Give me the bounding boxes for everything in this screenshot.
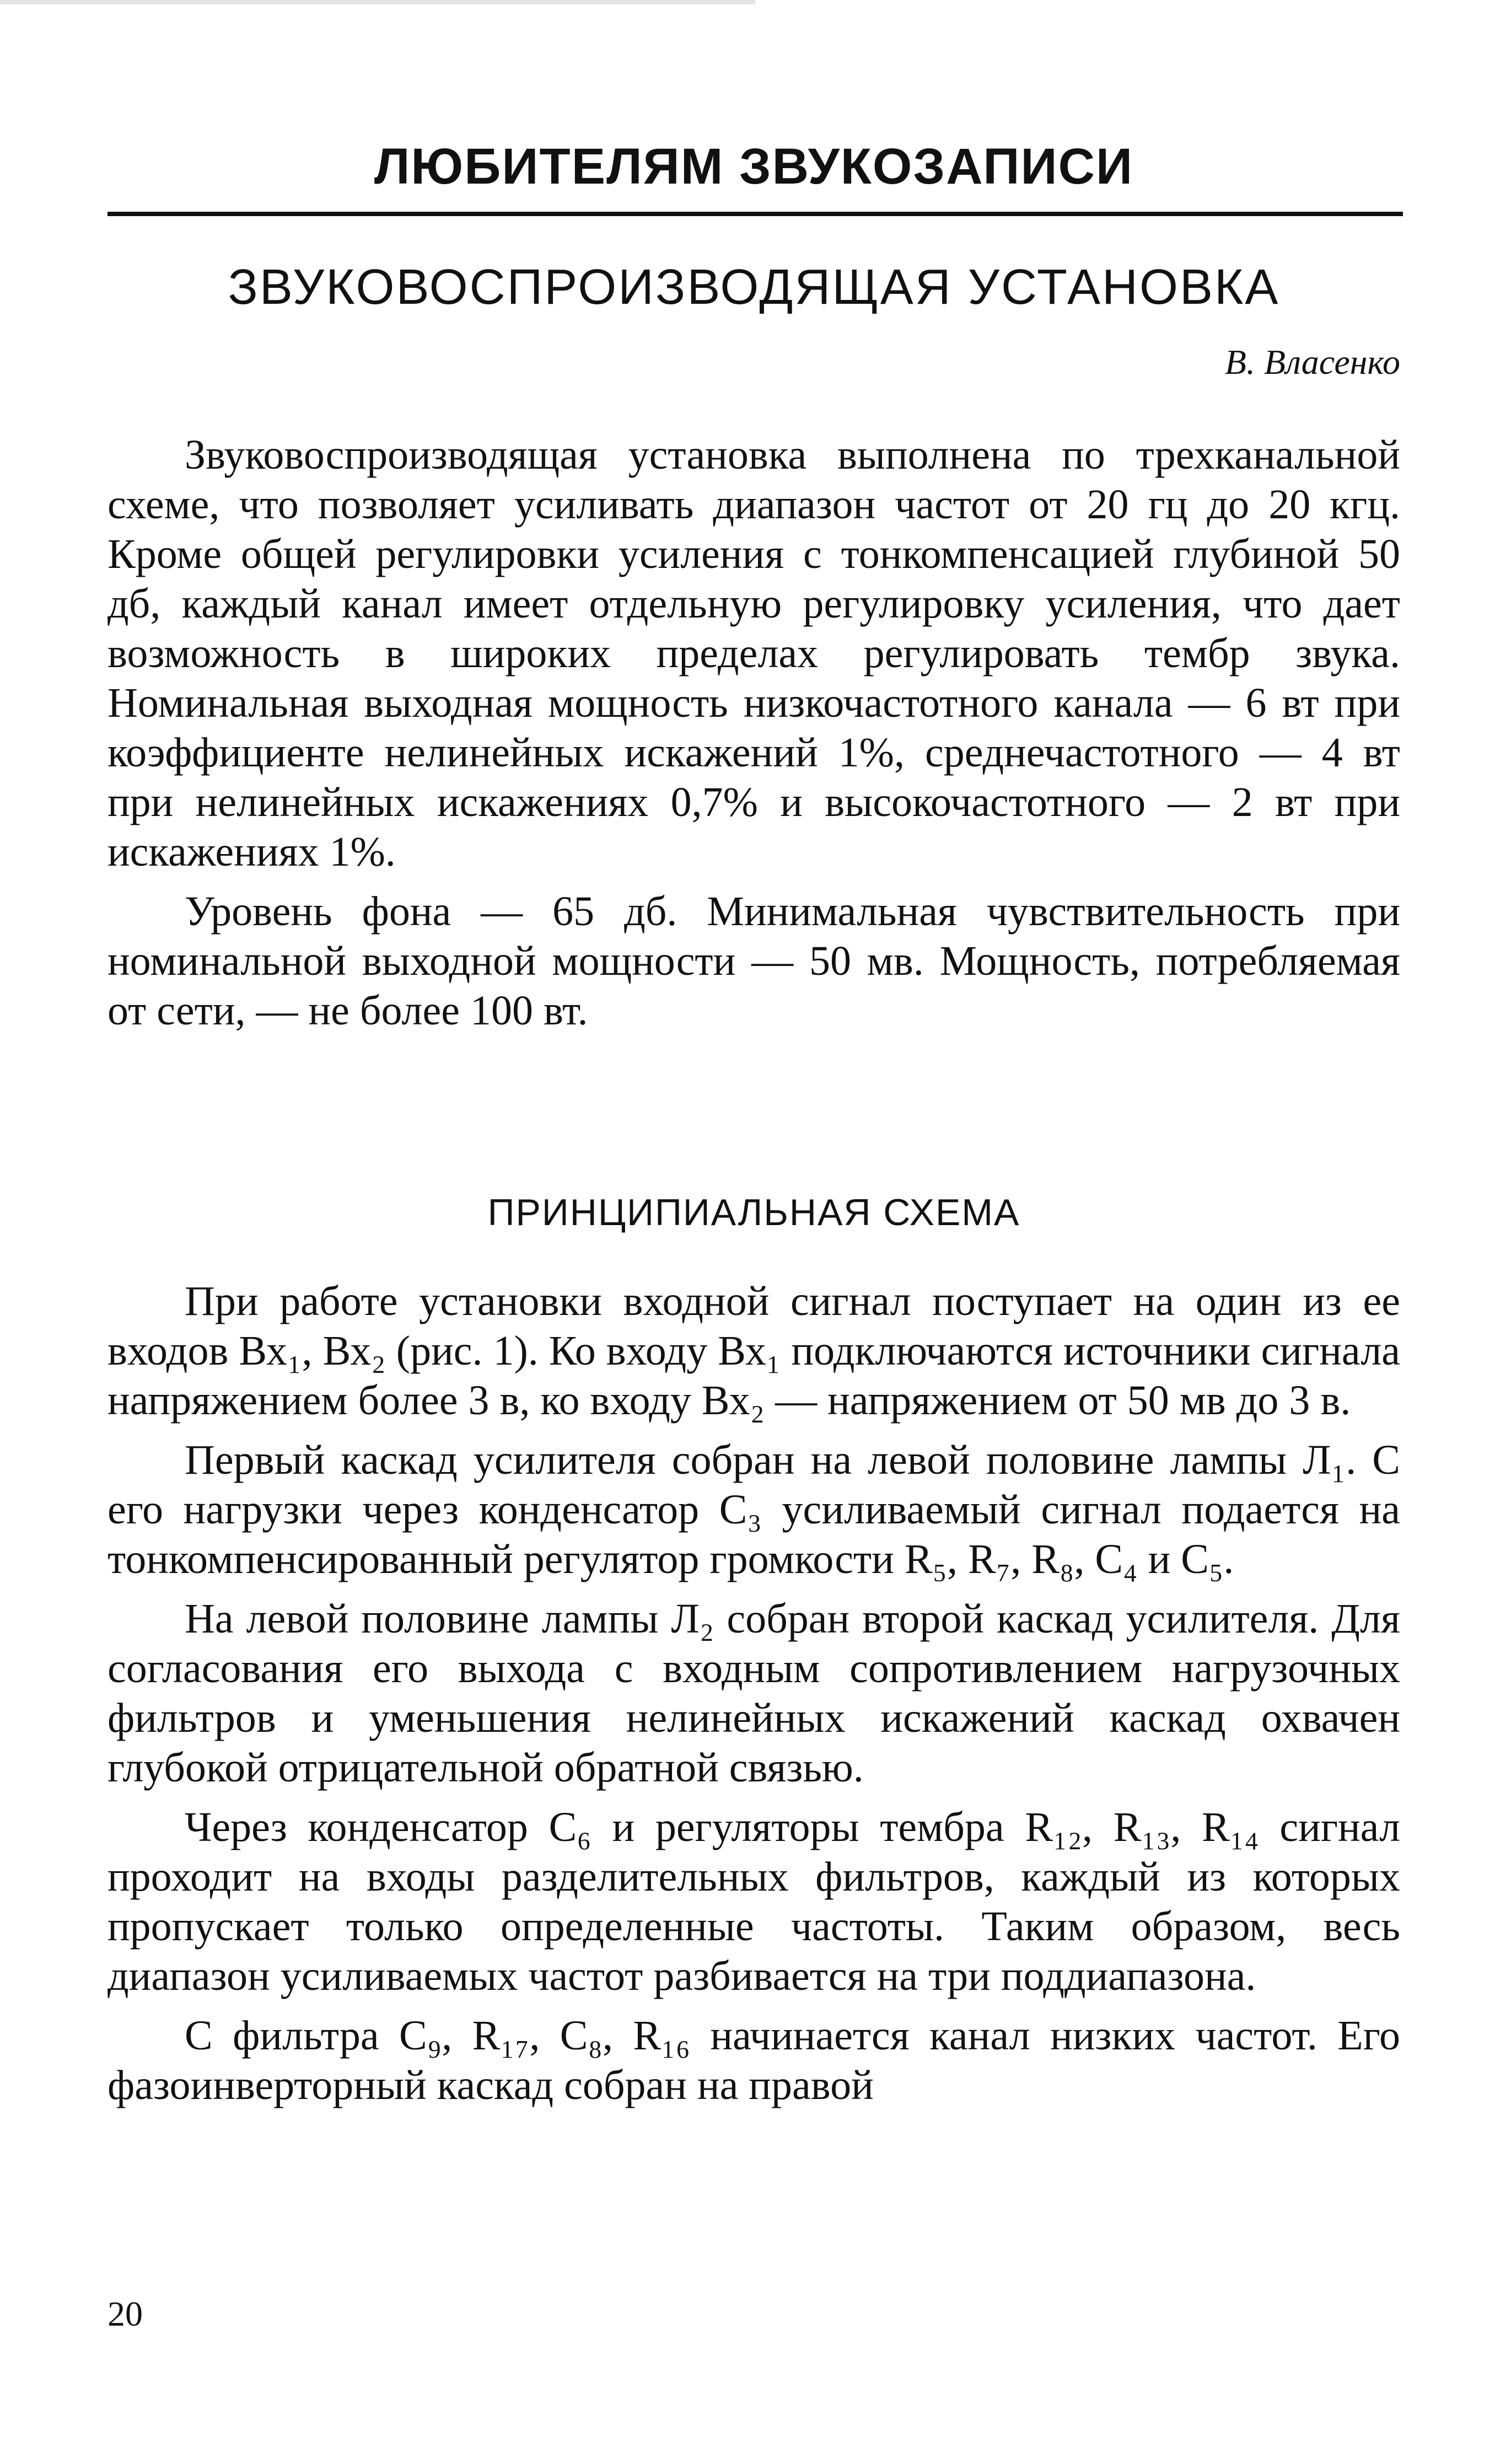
paragraph: Уровень фона — 65 дб. Минимальная чувствительность при номинальной выходной мощности — 50 мв. Мощность, потребляемая от сети, — не более 100 вт. xyxy=(107,888,1400,1034)
page-number: 20 xyxy=(107,2294,143,2333)
schematic-text xyxy=(107,1276,1400,2120)
paragraph: Через конденсатор С₆ и регуляторы тембра R₁₂, R₁₃, R₁₄ сигнал проходит на входы разделительных фильтров, каждый из которых пропускает только определенные частоты. Таким образом, весь диапазон усиливаемых частот разбивается на три поддиапазона. xyxy=(107,1804,1400,1999)
section-title: ЛЮБИТЕЛЯМ ЗВУКОЗАПИСИ xyxy=(374,138,1134,195)
paragraph: С фильтра С₉, R₁₇, С₈, R₁₆ начинается канал низких частот. Его фазоинверторный каскад собран на правой xyxy=(107,2012,1400,2108)
paragraph: При работе установки входной сигнал поступает на один из ее входов Вх₁, Вх₂ (рис. 1). Ко входу Вх₁ подключаются источники сигнала напряжением более 3 в, ко входу Вх₂ — напряжением от 50 мв до 3 в. xyxy=(107,1278,1400,1424)
section-divider xyxy=(107,212,1403,216)
article-author: В. Власенко xyxy=(1224,342,1400,382)
article-title: ЗВУКОВОСПРОИЗВОДЯЩАЯ УСТАНОВКА xyxy=(228,260,1280,315)
paragraph: Первый каскад усилителя собран на левой половине лампы Л₁. С его нагрузки через конденсатор С₃ усиливаемый сигнал подается на тонкомпенсированный регулятор громкости R₅, R₇, R₈, С₄ и С₅. xyxy=(107,1437,1400,1582)
subheading: ПРИНЦИПИАЛЬНАЯ СХЕМА xyxy=(487,1191,1020,1233)
paragraph: Звуковоспроизводящая установка выполнена по трехканальной схеме, что позволяет усиливать диапазон частот от 20 гц до 20 кгц. Кроме общей регулировки усиления с тонкомпенсацией глубиной 50 дб, каждый канал имеет отдельную регулировку усиления, что дает возможность в широких пределах регулировать тембр звука. Номинальная выходная мощность низкочастотного канала — 6 вт при коэффициенте нелинейных искажений 1%, среднечастотного — 4 вт при нелинейных искажениях 0,7% и высокочастотного — 2 вт при искажениях 1%. xyxy=(107,432,1400,875)
scan-edge-mark xyxy=(0,0,755,4)
intro-text xyxy=(107,430,1400,1045)
paragraph: На левой половине лампы Л₂ собран второй каскад усилителя. Для согласования его выхода с входным сопротивлением нагрузочных фильтров и уменьшения нелинейных искажений каскад охвачен глубокой отрицательной обратной связью. xyxy=(107,1596,1400,1791)
